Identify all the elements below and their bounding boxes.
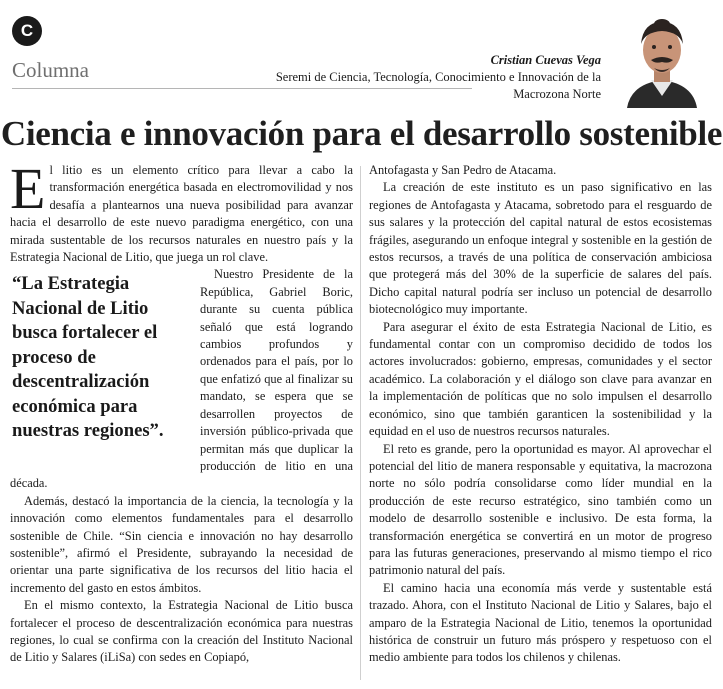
author-role-line2: Macrozona Norte	[513, 87, 601, 101]
paragraph-7: El reto es grande, pero la oportunidad es mayor. Al aprovechar el potencial del litio de manera responsable y equitativa, la macrozona norte no sólo podría consolidarse como líder mundial en la producción de este recurso estratégico, sino también como un modelo de desarrollo sostenible e inclusivo. De esta forma, la transformación energética se convertirá en un motor de progreso para las futuras generaciones, preservando al mismo tiempo el rico patrimonio natural del país.	[369, 441, 712, 578]
author-role-line1: Seremi de Ciencia, Tecnología, Conocimiento e Innovación de la	[275, 70, 601, 84]
paragraph-1: El litio es un elemento crítico para llevar a cabo la transformación energética basada en electromovilidad y nos desafía a plantearnos una nueva posibilidad para avanzar hacia el desarrollo de este nuevo paradigma energético, con una mirada sustentable de los recursos naturales en nuestro país y la Estrategia Nacional de Litio, que juega un rol clave.	[10, 156, 353, 265]
author-byline	[276, 52, 601, 103]
paragraph-4-continued: Antofagasta y San Pedro de Atacama.	[369, 163, 557, 177]
paragraph-2: Nuestro Presidente de la República, Gabriel Boric, durante su cuenta pública señaló que está logrando cambios profundos y ordenados para el país, por lo que enfatizó que al finalizar su mandato, se espera que se desarrollen proyectos de inversión público-privada que permitan más que duplicar la producción de litio en una década.	[10, 267, 353, 491]
column-divider	[360, 166, 361, 680]
article-column-left	[10, 156, 353, 667]
paragraph-6: Para asegurar el éxito de esta Estrategia Nacional de Litio, es fundamental contar con un compromiso decidido de todos los actores involucrados: gobierno, empresas, comunidades y el sector académico. La colaboración y el diálogo son clave para avanzar en la implementación de políticas que no solo impulsen el desarrollo económico, sino que también garanticen la sostenibilidad y la equidad en el uso de nuestros recursos naturales.	[369, 319, 712, 439]
section-badge: C	[12, 16, 42, 46]
article-column-right	[369, 162, 712, 667]
headline: Ciencia e innovación para el desarrollo sostenible	[0, 114, 723, 153]
paragraph-8: El camino hacia una economía más verde y sustentable está trazado. Ahora, con el Instituto Nacional de Litio y Salares, bajo el amparo de la Estrategia Nacional de Litio, tenemos la oportunidad histórica de construir un futuro más próspero y respetuoso con el medio ambiente para todos los chilenos y chilenas.	[369, 580, 712, 665]
section-name: Columna	[12, 58, 89, 82]
dropcap: E	[10, 156, 46, 221]
paragraph-4: En el mismo contexto, la Estrategia Nacional de Litio busca fortalecer el proceso de descentralización económica para nuestras regiones, lo cual se confirma con la creación del Instituto Nacional de Litio y Salares (iLiSa) con sedes en Copiapó,	[10, 598, 353, 665]
paragraph-5: La creación de este instituto es un paso significativo en las regiones de Antofagasta y Atacama, sobretodo para el resguardo de sus salares y la protección del capital natural de estos ecosistemas frágiles, asegurando un enfoque integral y sostenible en la gestión de estos recursos, a través de una política de conservación ambiciosa que protegerá más del 30% de la superficie de salares del país. Dicho capital natural podría ser incluso un potencial de desarrollo biotecnológico muy importante.	[369, 180, 712, 317]
pull-quote-box	[10, 272, 200, 472]
paragraph-3: Además, destacó la importancia de la ciencia, la tecnología y la innovación como elementos fundamentales para el desarrollo sostenible de Chile. “Sin ciencia e innovación no hay desarrollo sostenible”, afirmó el Presidente, subrayando la necesidad de orientar una parte significativa de los recursos del litio hacia el incremento del gasto en estos ámbitos.	[10, 493, 353, 595]
author-photo	[623, 14, 701, 108]
author-name: Cristian Cuevas Vega	[490, 53, 601, 67]
pull-quote: “La Estrategia Nacional de Litio busca fortalecer el proceso de descentralización económica para nuestras regiones”.	[12, 273, 164, 442]
